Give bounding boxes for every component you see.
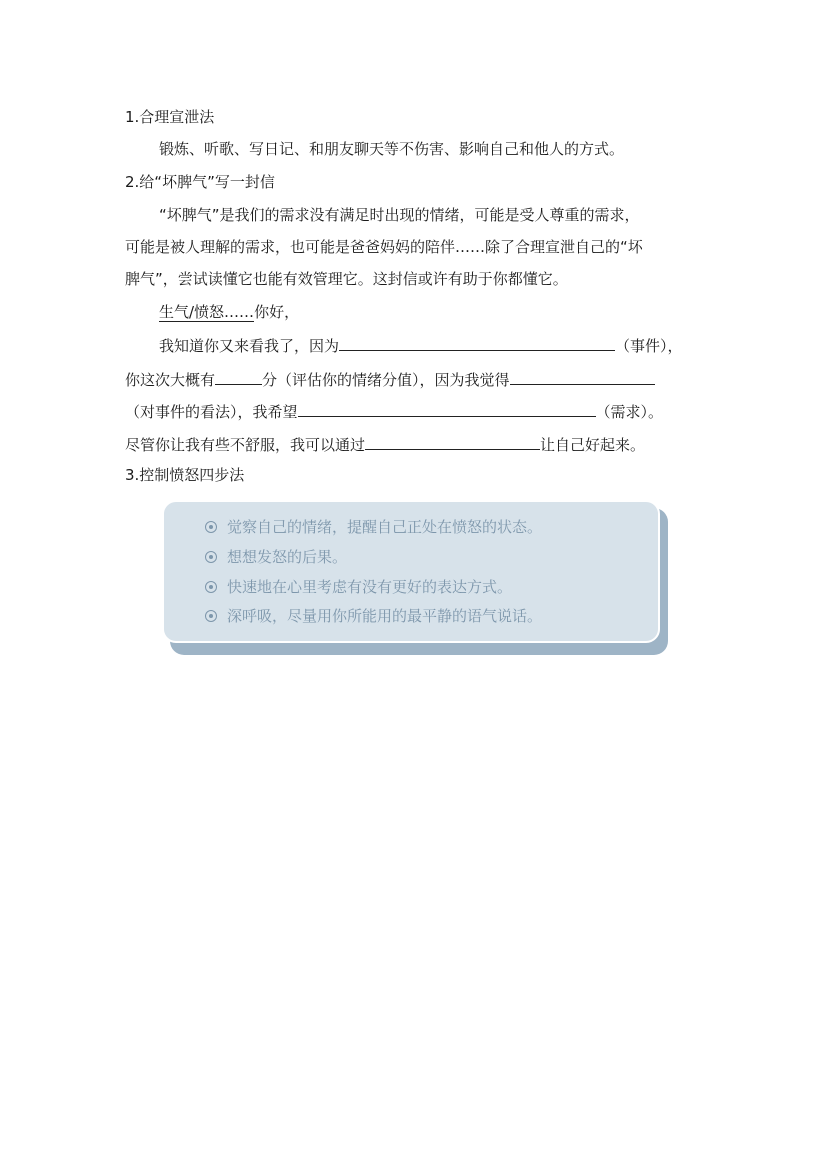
section-1-text: 锻炼、听歌、写日记、和朋友聊天等不伤害、影响自己和他人的方式。 (159, 140, 625, 158)
need-blank[interactable] (298, 400, 596, 417)
section-3-title: 3.控制愤怒四步法 (125, 466, 245, 484)
tip-item (205, 576, 512, 597)
tip-text: 快速地在心里考虑有没有更好的表达方式。 (227, 578, 513, 596)
bullet-circle-icon (205, 581, 217, 593)
letter-line-2 (125, 368, 655, 390)
tip-text: 想想发怒的后果。 (227, 548, 348, 566)
letter-greeting-name: 生气/愤怒…… (159, 303, 255, 321)
bullet-circle-icon (205, 610, 217, 622)
opinion-blank[interactable] (510, 368, 655, 385)
letter-line-3-text-b: （需求）。 (595, 403, 664, 421)
score-blank[interactable] (215, 368, 262, 385)
section-1-title: 1.合理宣泄法 (125, 108, 215, 126)
letter-line-2-text-a: 你这次大概有 (125, 371, 216, 389)
letter-greeting-rest: 你好， (254, 303, 300, 321)
section-2-title: 2.给“坏脾气”写一封信 (125, 173, 275, 191)
letter-line-3 (125, 400, 663, 422)
letter-line-1-text-b: （事件）， (615, 337, 683, 355)
letter-line-2-text-b: 分（评估你的情绪分值），因为我觉得 (262, 371, 510, 389)
section-2-paragraph-line-2: 可能是被人理解的需求，也可能是爸爸妈妈的陪伴……除了合理宣泄自己的“坏 (125, 238, 643, 256)
tip-item (205, 605, 542, 626)
letter-line-4-text-a: 尽管你让我有些不舒服，我可以通过 (125, 436, 366, 454)
event-blank[interactable] (339, 334, 615, 351)
section-2-paragraph-line-3: 脾气”，尝试读懂它也能有效管理它。这封信或许有助于你都懂它。 (125, 270, 568, 288)
letter-line-3-text-a: （对事件的看法），我希望 (125, 403, 298, 421)
section-2-paragraph-line-1: “坏脾气”是我们的需求没有满足时出现的情绪，可能是受人尊重的需求， (159, 206, 640, 224)
tip-text: 深呼吸，尽量用你所能用的最平静的语气说话。 (227, 607, 543, 625)
tip-item (205, 516, 542, 537)
method-blank[interactable] (365, 433, 540, 450)
letter-line-4 (125, 433, 645, 455)
tip-text: 觉察自己的情绪，提醒自己正处在愤怒的状态。 (227, 518, 543, 536)
letter-greeting (159, 302, 299, 322)
letter-line-4-text-b: 让自己好起来。 (540, 436, 646, 454)
letter-line-1 (159, 334, 683, 356)
bullet-circle-icon (205, 521, 217, 533)
bullet-circle-icon (205, 551, 217, 563)
letter-line-1-text-a: 我知道你又来看我了，因为 (159, 337, 340, 355)
tip-item (205, 546, 347, 567)
